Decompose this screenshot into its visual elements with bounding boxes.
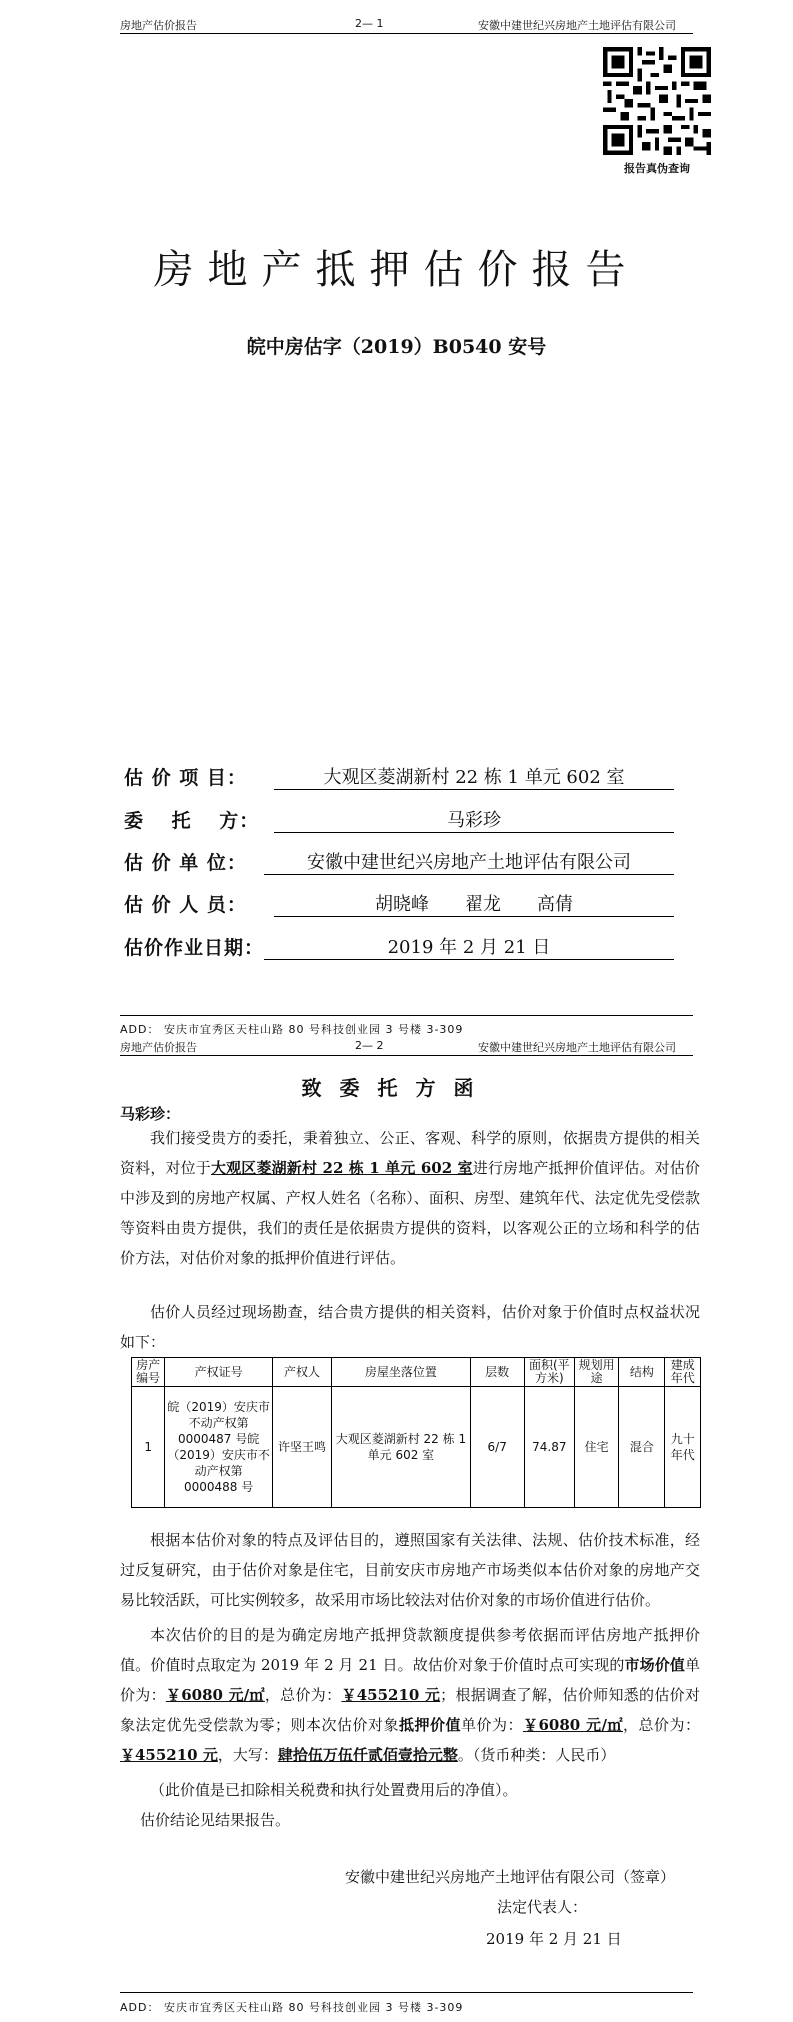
table-cell: 74.87: [524, 1387, 575, 1508]
para4-text: ，总价为：: [622, 1716, 700, 1734]
page2-footer-rule: [120, 1992, 693, 1993]
table-row: [132, 1387, 701, 1508]
page2-header-page-number: 2— 2: [355, 1039, 384, 1052]
para4-text: 。（货币种类：人民币）: [457, 1746, 616, 1764]
signature-company: 安徽中建世纪兴房地产土地评估有限公司（签章）: [345, 1868, 676, 1886]
info-label: 估 价 项 目：: [124, 767, 247, 789]
page1-header-right: 安徽中建世纪兴房地产土地评估有限公司: [478, 19, 676, 32]
para4-text: 单价为：: [461, 1716, 523, 1734]
mortgage-total-price: ￥455210 元: [120, 1746, 218, 1764]
table-header: 建成年代: [665, 1358, 701, 1387]
letter-paragraph-6: 估价结论见结果报告。: [140, 1811, 291, 1829]
info-value: 大观区菱湖新村 22 栋 1 单元 602 室: [274, 763, 674, 790]
letter-paragraph-4: [120, 1620, 700, 1770]
letter-title: 致委托方函: [301, 1076, 492, 1100]
para1-text-b: 进行房地产抵押价值评估。对估价中涉及到的房地产权属、产权人姓名（名称）、面积、房型、建筑年代、法定优先受偿款等资料由贵方提供，我们的责任是依据贵方提供的资料，以客观公正的立场和科学的估价方法，对估价对象的抵押价值进行评估。: [120, 1159, 700, 1267]
letter-paragraph-2: 估价人员经过现场勘查，结合贵方提供的相关资料，估价对象于价值时点权益状况如下：: [120, 1303, 700, 1351]
table-header: 面积(平方米): [524, 1358, 575, 1387]
table-cell: 住宅: [575, 1387, 619, 1508]
table-cell: 1: [132, 1387, 165, 1508]
table-header: 规划用途: [575, 1358, 619, 1387]
info-label: 估 价 人 员：: [124, 894, 247, 916]
table-header-row: [132, 1358, 701, 1387]
info-value: 胡晓峰 翟龙 高倩: [274, 890, 674, 917]
para1-text-a: 我们接受贵方的委托，秉着独立、公正、客观、科学的原则，依据贵方提供的相关资料，对位于: [120, 1129, 700, 1177]
qr-code-icon[interactable]: [603, 47, 711, 155]
table-cell: 许坚王鸣: [272, 1387, 331, 1508]
table-header: 房产编号: [132, 1358, 165, 1387]
table-cell: 九十年代: [665, 1387, 701, 1508]
info-value: 2019 年 2 月 21 日: [264, 933, 674, 960]
market-unit-price: ￥6080 元/㎡: [165, 1686, 265, 1704]
page2-header-left: 房地产估价报告: [120, 1041, 197, 1054]
qr-caption: 报告真伪查询: [624, 162, 690, 175]
report-number: 皖中房估字（2019）B0540 安号: [246, 336, 547, 358]
para4-text: ，大写：: [217, 1746, 278, 1764]
para4-text: ，总价为：: [264, 1686, 342, 1704]
market-total-price: ￥455210 元: [341, 1686, 441, 1704]
para4-text: 单价为：: [120, 1656, 700, 1704]
market-value-label: 市场价值: [624, 1656, 685, 1674]
letter-paragraph-1: [120, 1123, 700, 1273]
report-title: 房地产抵押估价报告: [153, 247, 640, 293]
table-cell: 大观区菱湖新村 22 栋 1 单元 602 室: [332, 1387, 471, 1508]
info-label: 估价作业日期：: [124, 937, 265, 959]
page1-header-left: 房地产估价报告: [120, 19, 197, 32]
letter-paragraph-3: 根据本估价对象的特点及评估目的，遵照国家有关法律、法规、估价技术标准，经过反复研究，由于估价对象是住宅，目前安庆市房地产市场类似本估价对象的房地产交易比较活跃，可比实例较多，故采用市场比较法对估价对象的市场价值进行估价。: [120, 1531, 700, 1609]
amount-in-words: 肆拾伍万伍仟贰佰壹拾元整: [277, 1746, 458, 1764]
info-label: 估 价 单 位：: [124, 852, 247, 874]
page2-header-right: 安徽中建世纪兴房地产土地评估有限公司: [478, 1041, 676, 1054]
letter-paragraph-5: （此价值是已扣除相关税费和执行处置费用后的净值）。: [150, 1781, 518, 1799]
table-header: 房屋坐落位置: [332, 1358, 471, 1387]
table-cell: 6/7: [470, 1387, 524, 1508]
mortgage-unit-price: ￥6080 元/㎡: [523, 1716, 623, 1734]
info-value: 马彩珍: [274, 806, 674, 833]
property-address: 大观区菱湖新村 22 栋 1 单元 602 室: [210, 1159, 473, 1177]
page2-header-rule: [120, 1055, 693, 1056]
info-value: 安徽中建世纪兴房地产土地评估有限公司: [264, 848, 674, 875]
page1-footer-rule: [120, 1015, 693, 1016]
table-header: 层数: [470, 1358, 524, 1387]
signature-date: 2019 年 2 月 21 日: [486, 1930, 622, 1948]
page1-header-page-number: 2— 1: [355, 17, 384, 30]
signature-representative: 法定代表人：: [497, 1898, 588, 1916]
table-header: 结构: [619, 1358, 665, 1387]
page1-header-rule: [120, 33, 693, 34]
property-table: [131, 1357, 701, 1508]
table-header: 产权人: [272, 1358, 331, 1387]
para4-text: 本次估价的目的是为确定房地产抵押贷款额度提供参考依据而评估房地产抵押价值。价值时点取定为 2019 年 2 月 21 日。故估价对象于价值时点可实现的: [120, 1626, 700, 1674]
page2-footer-address: ADD： 安庆市宜秀区天柱山路 80 号科技创业园 3 号楼 3-309: [120, 2001, 464, 2014]
para4-text: ；根据调查了解，估价师知悉的估价对象法定优先受偿款为零；则本次估价对象: [120, 1686, 700, 1734]
table-cell: 皖（2019）安庆市不动产权第 0000487 号皖（2019）安庆市不动产权第 0000488 号: [165, 1387, 273, 1508]
table-header: 产权证号: [165, 1358, 273, 1387]
info-label: 委 托 方：: [124, 810, 260, 832]
mortgage-value-label: 抵押价值: [399, 1716, 461, 1734]
table-cell: 混合: [619, 1387, 665, 1508]
page1-footer-address: ADD： 安庆市宜秀区天柱山路 80 号科技创业园 3 号楼 3-309: [120, 1023, 464, 1036]
letter-greeting: 马彩珍：: [120, 1105, 181, 1123]
